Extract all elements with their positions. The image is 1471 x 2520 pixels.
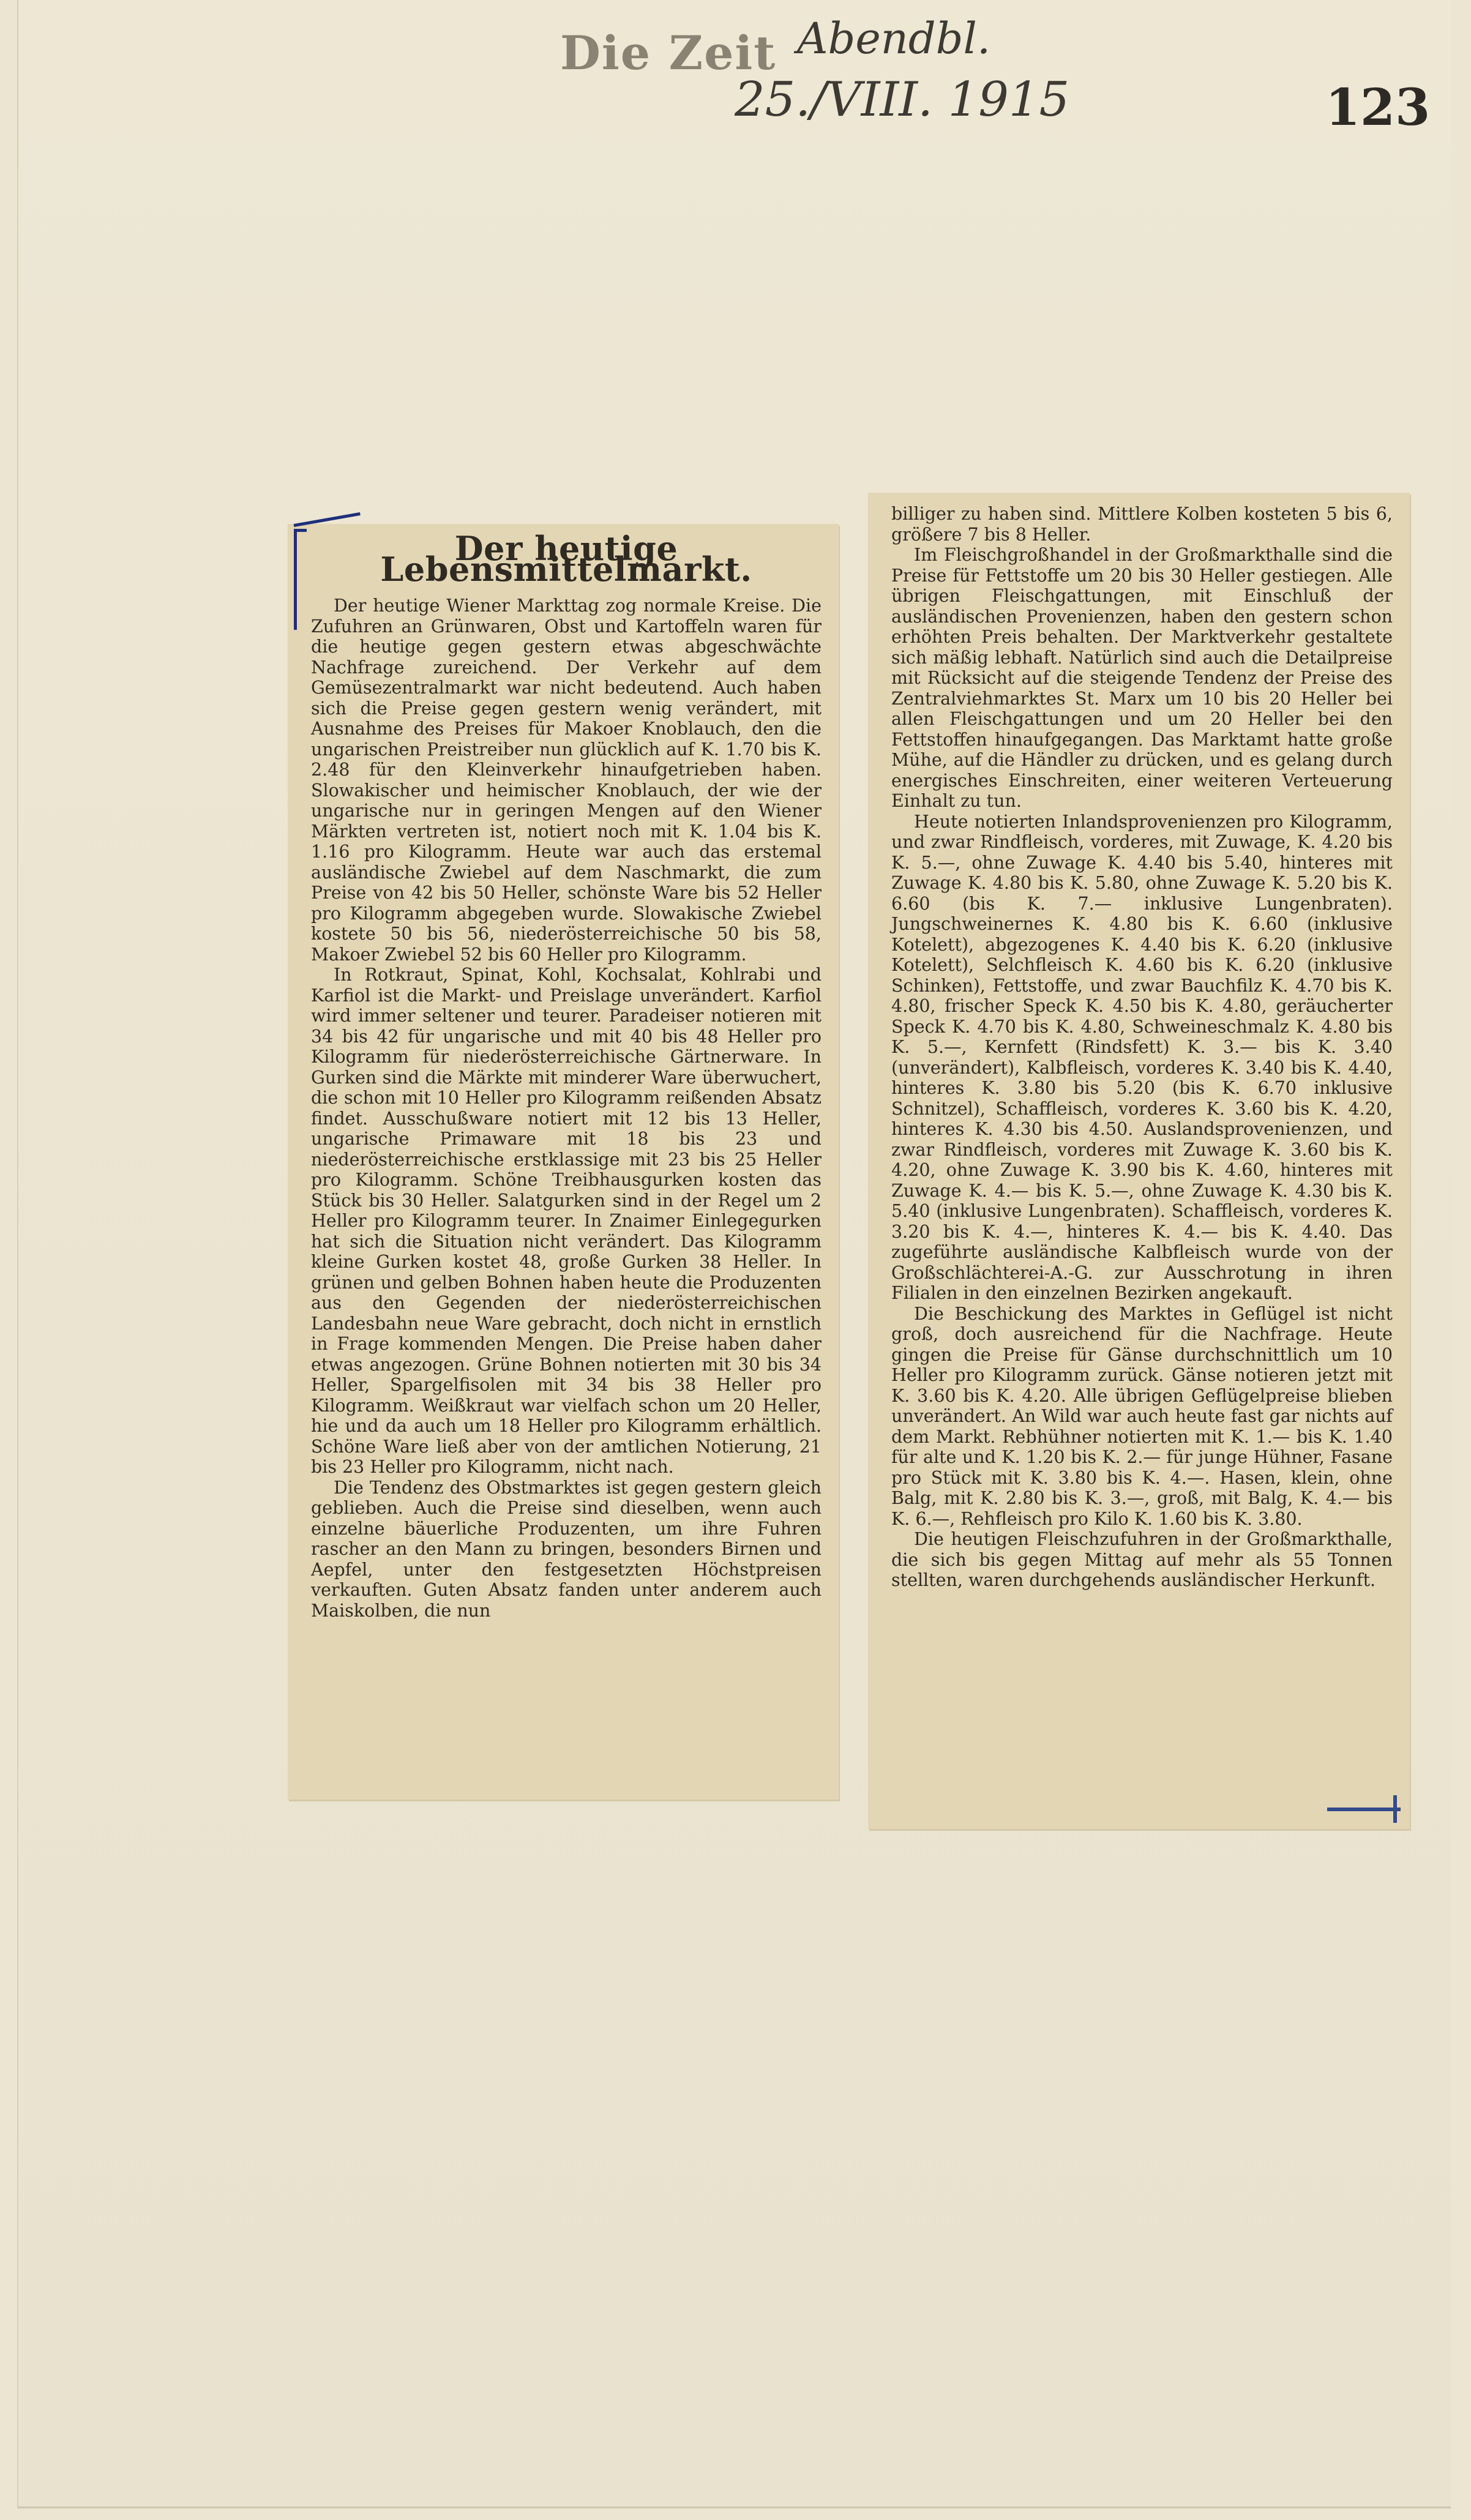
article-headline: Der heutige Lebensmittelmarkt. — [380, 529, 752, 589]
left-column-text — [311, 529, 822, 1621]
clipping-left-column — [288, 524, 839, 1800]
newspaper-stamp: Die Zeit — [560, 26, 777, 80]
paragraph: Die heutigen Fleischzufuhren in der Großmarkthalle, die sich bis gegen Mittag auf mehr als 55 Tonnen stellten, waren durchgehends ausländischer Herkunft. — [891, 1529, 1393, 1590]
paragraph: Der heutige Wiener Markttag zog normale Kreise. Die Zufuhren an Grünwaren, Obst und Kartoffeln waren für die heutige gegen gestern etwas abgeschwächte Nachfrage zureichend. Der Verkehr auf dem Gemüsezentralmarkt war nicht bedeutend. Auch haben sich die Preise gegen gestern wenig verändert, mit Ausnahme des Preises für Makoer Knoblauch, den die ungarischen Preistreiber nun glücklich auf K. 1.70 bis K. 2.48 für den Kleinverkehr hinaufgetrieben haben. Slowakischer und heimischer Knoblauch, der wie der ungarische nur in geringen Mengen auf den Wiener Märkten vertreten ist, notiert noch mit K. 1.04 bis K. 1.16 pro Kilogramm. Heute war auch das erstemal ausländische Zwiebel auf dem Naschmarkt, die zum Preise von 42 bis 50 Heller, schönste Ware bis 52 Heller pro Kilogramm abgegeben wurde. Slowakische Zwiebel kostete 50 bis 56, niederösterreichische 50 bis 58, Makoer Zwiebel 52 bis 60 Heller pro Kilogramm. — [311, 596, 822, 965]
right-column-text — [891, 504, 1393, 1591]
handwritten-date: 25./VIII. 1915 — [735, 72, 1070, 127]
page-number: 123 — [1325, 78, 1431, 137]
paragraph: Heute notierten Inlandsprovenienzen pro Kilogramm, und zwar Rindfleisch, vorderes, mit Zuwage, K. 4.20 bis K. 5.—, ohne Zuwage K. 4.40 bis 5.40, hinteres mit Zuwage K. 4.80 bis K. 5.80, ohne Zuwage K. 5.20 bis K. 6.60 (bis K. 7.— inklusive Lungenbraten). Jungschweinernes K. 4.80 bis K. 6.60 (inklusive Kotelett), abgezogenes K. 4.40 bis K. 6.20 (inklusive Kotelett), Selchfleisch K. 4.60 bis K. 6.20 (inklusive Schinken), Fettstoffe, und zwar Bauchfilz K. 4.70 bis K. 4.80, frischer Speck K. 4.50 bis K. 4.80, geräucherter Speck K. 4.70 bis K. 4.80, Schweineschmalz K. 4.80 bis K. 5.—, Kernfett (Rindsfett) K. 3.— bis K. 3.40 (unverändert), Kalbfleisch, vorderes K. 3.40 bis K. 4.40, hinteres K. 3.80 bis 5.20 (bis K. 6.70 inklusive Schnitzel), Schaffleisch, vorderes K. 3.60 bis K. 4.20, hinteres K. 4.30 bis 4.50. Auslandsprovenienzen, und zwar Rindfleisch, vorderes mit Zuwage K. 3.60 bis K. 4.20, ohne Zuwage K. 3.90 bis K. 4.60, hinteres mit Zuwage K. 4.— bis K. 5.—, ohne Zuwage K. 4.30 bis K. 5.40 (inklusive Lungenbraten). Schaffleisch, vorderes K. 3.20 bis K. 4.—, hinteres K. 4.— bis K. 4.40. Das zugeführte ausländische Kalbfleisch wurde von der Großschlächterei-A.-G. zur Ausschrotung in ihren Filialen in den einzelnen Bezirken angekauft. — [891, 811, 1393, 1303]
handwritten-edition-note: Abendbl. — [797, 13, 991, 64]
paragraph: Die Beschickung des Marktes in Geflügel ist nicht groß, doch ausreichend für die Nachfrage. Heute gingen die Preise für Gänse durchschnittlich um 10 Heller pro Kilogramm zurück. Gänse notieren jetzt mit K. 3.60 bis K. 4.20. Alle übrigen Geflügelpreise blieben unverändert. An Wild war auch heute fast gar nichts auf dem Markt. Rebhühner notierten mit K. 1.— bis K. 1.40 für alte und K. 1.20 bis K. 2.— für junge Hühner, Fasane pro Stück mit K. 3.80 bis K. 4.—. Hasen, klein, ohne Balg, mit K. 2.80 bis K. 3.—, groß, mit Balg, K. 4.— bis K. 6.—, Rehfleisch pro Kilo K. 1.60 bis K. 3.80. — [891, 1303, 1393, 1529]
paragraph: billiger zu haben sind. Mittlere Kolben kosteten 5 bis 6, größere 7 bis 8 Heller. — [891, 504, 1393, 545]
paragraph: In Rotkraut, Spinat, Kohl, Kochsalat, Kohlrabi und Karfiol ist die Markt- und Preislage unverändert. Karfiol wird immer seltener und teurer. Paradeiser notieren mit 34 bis 42 für ungarische und mit 40 bis 48 Heller pro Kilogramm für niederösterreichische Gärtnerware. In Gurken sind die Märkte mit minderer Ware überwuchert, die schon mit 10 Heller pro Kilogramm reißenden Absatz findet. Ausschußware notiert mit 12 bis 13 Heller, ungarische Primaware mit 18 bis 23 und niederösterreichische erstklassige mit 23 bis 25 Heller pro Kilogramm. Schöne Treibhausgurken kosten das Stück bis 30 Heller. Salatgurken sind in der Regel um 2 Heller pro Kilogramm teurer. In Znaimer Einlegegurken hat sich die Situation nicht verändert. Das Kilogramm kleine Gurken kostet 48, große Gurken 38 Heller. In grünen und gelben Bohnen haben heute die Produzenten aus den Gegenden der niederösterreichischen Landesbahn neue Ware gebracht, doch nicht in ernstlich in Frage kommenden Mengen. Die Preise haben daher etwas angezogen. Grüne Bohnen notierten mit 30 bis 34 Heller, Spargelfisolen mit 34 bis 38 Heller pro Kilogramm. Weißkraut war vielfach schon um 20 Heller, hie und da auch um 18 Heller pro Kilogramm erhältlich. Schöne Ware ließ aber von der amtlichen Notierung, 21 bis 23 Heller pro Kilogramm, nicht nach. — [311, 965, 822, 1477]
pen-mark — [1327, 1808, 1401, 1811]
paragraph: Im Fleischgroßhandel in der Großmarkthalle sind die Preise für Fettstoffe um 20 bis 30 Heller gestiegen. Alle übrigen Fleischgattungen, mit Einschluß der ausländischen Provenienzen, haben den gestern schon erhöhten Preis behalten. Der Marktverkehr gestaltete sich mäßig lebhaft. Natürlich sind auch die Detailpreise mit Rücksicht auf die steigende Tendenz der Preise des Zentralviehmarktes St. Marx um 10 bis 20 Heller bei allen Fleischgattungen und um 20 Heller bei den Fettstoffen hinaufgegangen. Das Marktamt hatte große Mühe, auf die Händler zu drücken, und es gelang durch energisches Einschreiten, einer weiteren Verteuerung Einhalt zu tun. — [891, 545, 1393, 811]
pen-mark — [1393, 1795, 1397, 1823]
pen-bracket — [294, 529, 307, 630]
clipping-right-column — [868, 493, 1410, 1829]
paragraph: Die Tendenz des Obstmarktes ist gegen gestern gleich geblieben. Auch die Preise sind dieselben, wenn auch einzelne bäuerliche Produzenten, um ihre Fuhren rascher an den Mann zu bringen, besonders Birnen und Aepfel, unter den festgesetzten Höchstpreisen verkauften. Guten Absatz fanden unter anderem auch Maiskolben, die nun — [311, 1477, 822, 1621]
